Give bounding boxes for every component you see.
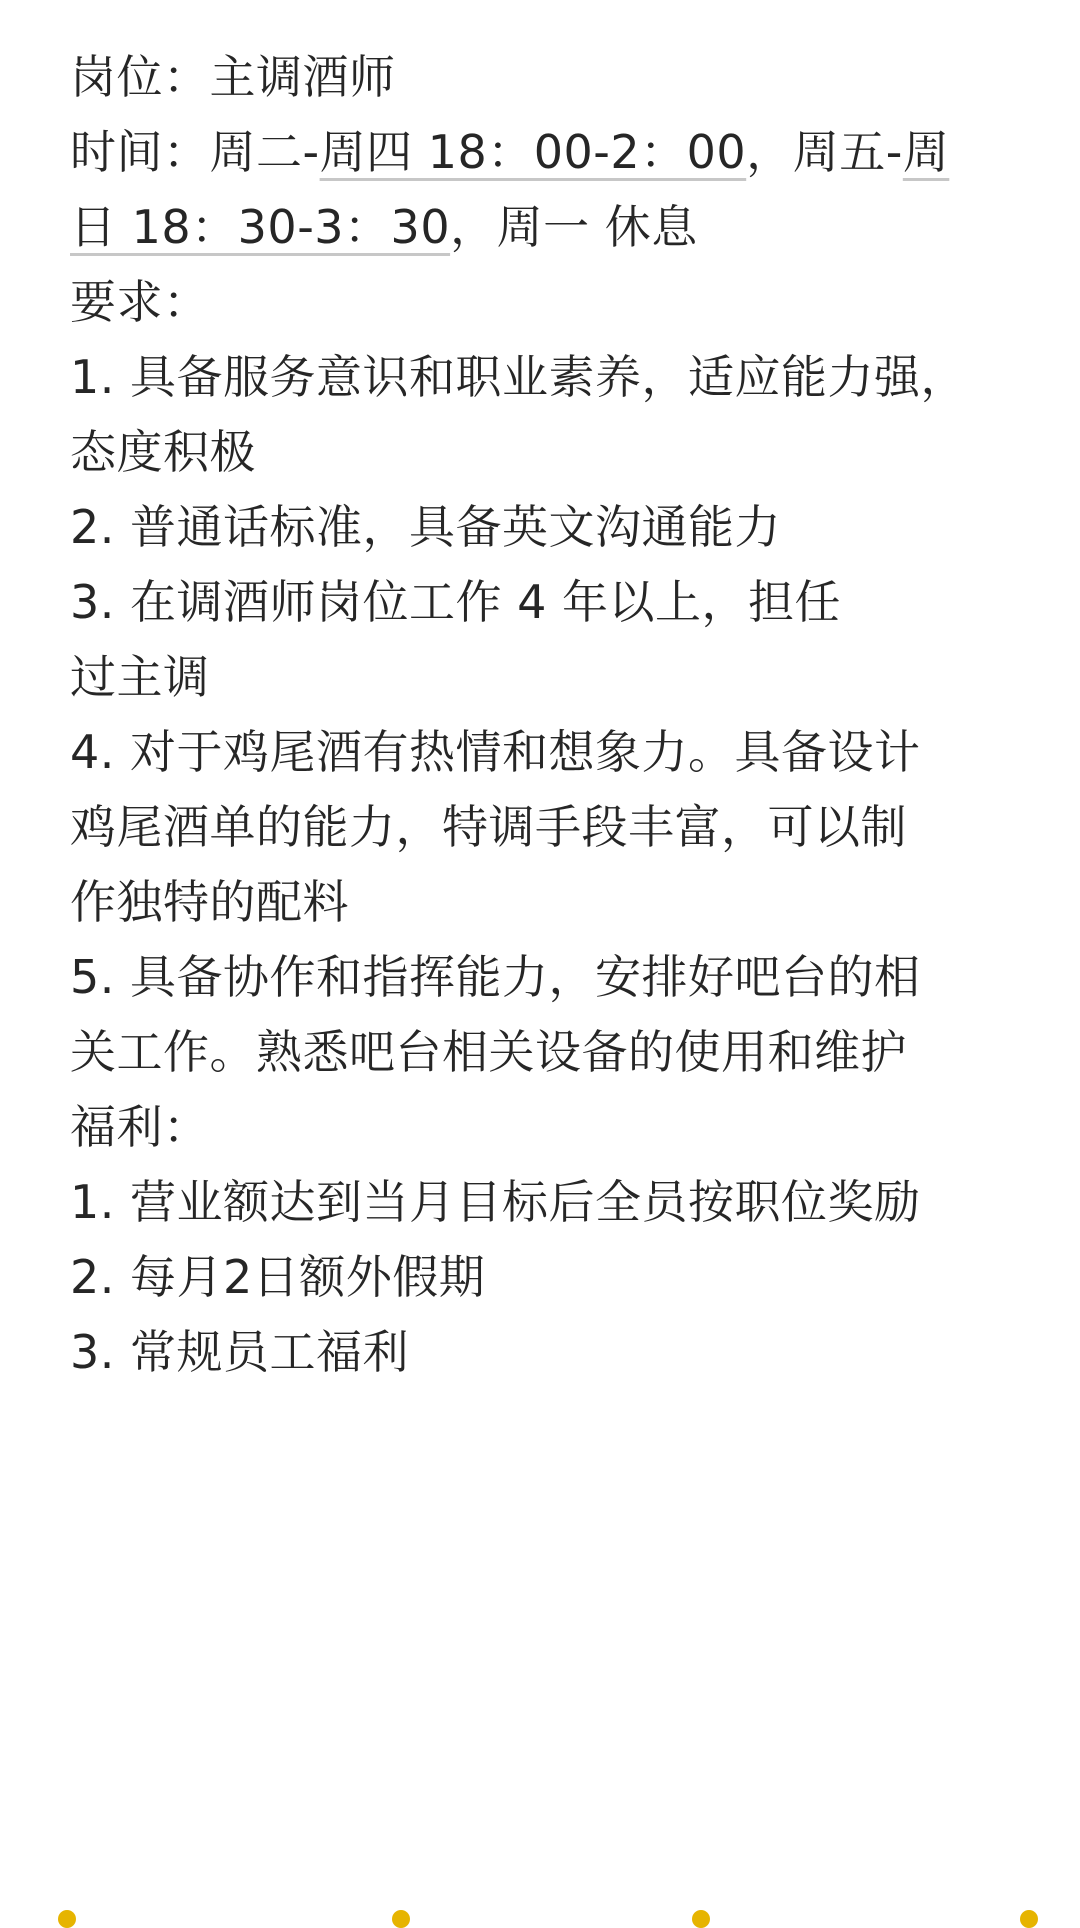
position-line: 岗位：主调酒师 [70, 50, 396, 104]
decoration-dot [692, 1910, 710, 1928]
schedule-link-weekday[interactable]: 周四 18：00-2：00 [319, 125, 747, 179]
decoration-dot [392, 1910, 410, 1928]
time-line-cont [70, 190, 1010, 265]
requirements-heading: 要求： [70, 275, 210, 329]
schedule-link-weekend-end[interactable]: 日 18：30-3：30 [70, 200, 451, 254]
benefit-2: 2. 每月2日额外假期 [70, 1250, 486, 1304]
benefit-1: 1. 营业额达到当月目标后全员按职位奖励 [70, 1175, 921, 1229]
requirement-1-a: 1. 具备服务意识和职业素养，适应能力强， [70, 350, 968, 404]
requirement-5-b: 关工作。熟悉吧台相关设备的使用和维护 [70, 1025, 907, 1079]
requirement-4-a: 4. 对于鸡尾酒有热情和想象力。具备设计 [70, 725, 921, 779]
benefit-3: 3. 常规员工福利 [70, 1325, 410, 1379]
bottom-decoration [0, 1906, 1080, 1920]
decoration-dot [58, 1910, 76, 1928]
schedule-link-weekend-start[interactable]: 周 [902, 125, 950, 179]
time-suffix: ，周一 休息 [450, 200, 698, 254]
requirement-1-b: 态度积极 [70, 425, 256, 479]
time-prefix: 时间：周二- [70, 125, 320, 179]
requirement-2: 2. 普通话标准，具备英文沟通能力 [70, 500, 782, 554]
time-mid: ，周五- [746, 125, 903, 179]
requirement-5-a: 5. 具备协作和指挥能力，安排好吧台的相 [70, 950, 921, 1004]
requirement-3-b: 过主调 [70, 650, 210, 704]
benefits-heading: 福利： [70, 1100, 210, 1154]
requirement-4-b: 鸡尾酒单的能力，特调手段丰富，可以制 [70, 800, 907, 854]
requirement-4-c: 作独特的配料 [70, 875, 349, 929]
decoration-dot [1020, 1910, 1038, 1928]
note-body [70, 40, 1010, 1390]
time-line [70, 115, 1010, 190]
requirement-3-a: 3. 在调酒师岗位工作 4 年以上，担任 [70, 575, 842, 629]
